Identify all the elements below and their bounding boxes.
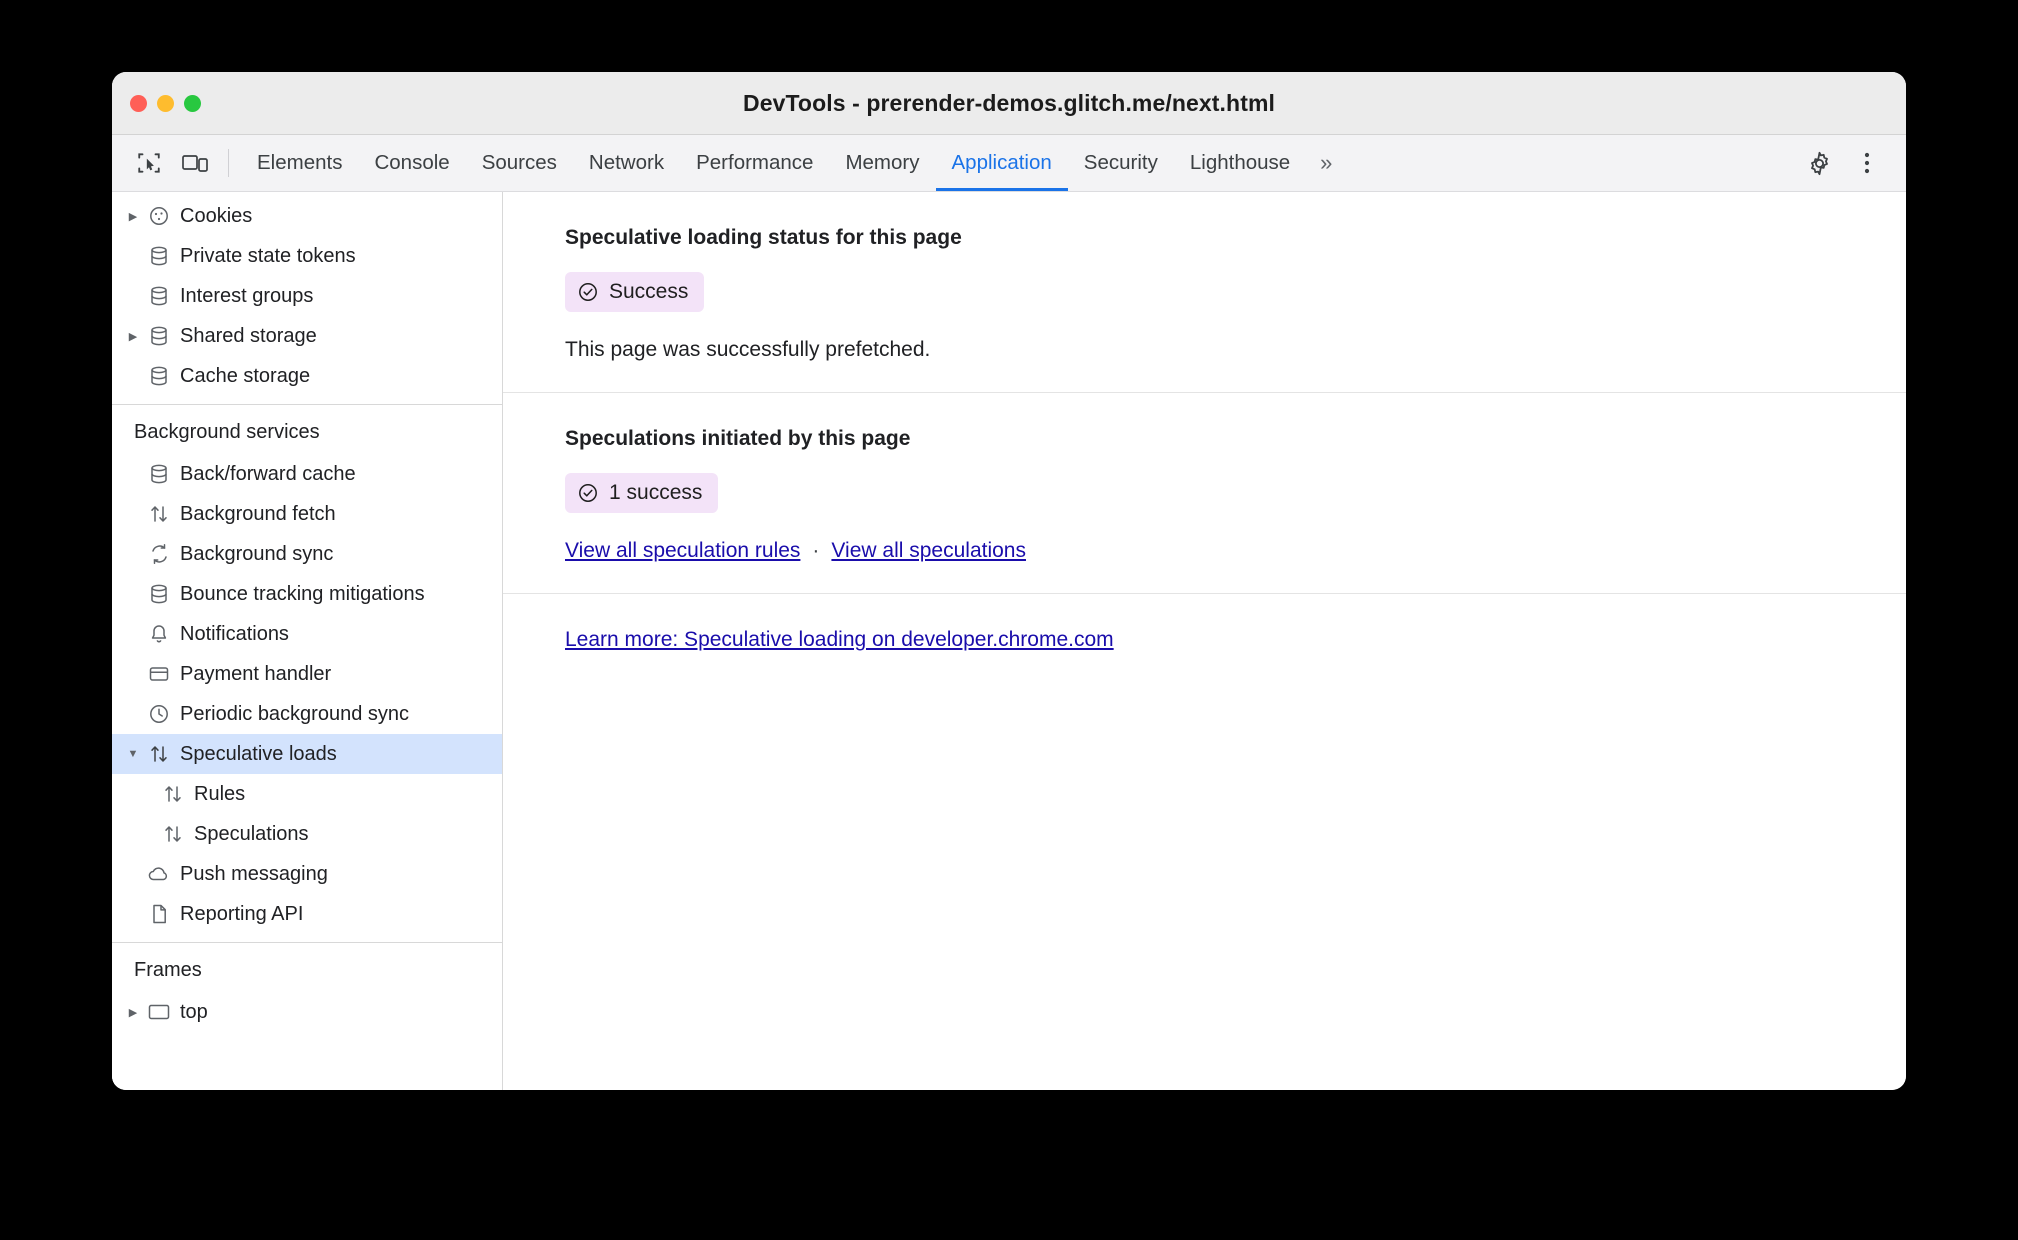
sidebar-section-background-services: Background services [134, 421, 320, 443]
tab-console[interactable]: Console [374, 151, 450, 174]
more-tabs-icon[interactable]: » [1320, 150, 1333, 175]
sidebar-item-label: Cookies [180, 204, 253, 227]
status-badge [565, 272, 704, 312]
bell-icon [144, 623, 174, 645]
sidebar-item-cache-storage[interactable] [112, 356, 502, 396]
speculations-links [565, 539, 1906, 563]
speculations-badge [565, 473, 718, 513]
view-all-speculations-link[interactable]: View all speculations [831, 539, 1026, 562]
database-icon [144, 365, 174, 387]
sidebar-item-shared-storage[interactable] [112, 316, 502, 356]
devtools-content [112, 192, 1906, 1090]
sidebar-item-private-state-tokens[interactable] [112, 236, 502, 276]
sidebar-section-frames: Frames [134, 959, 202, 981]
sidebar-item-top-frame[interactable] [112, 992, 502, 1032]
devtools-toolbar [112, 135, 1906, 192]
devtools-window [112, 72, 1906, 1090]
credit-card-icon [144, 663, 174, 685]
status-heading: Speculative loading status for this page [565, 226, 962, 249]
sidebar-item-bounce-tracking-mitigations[interactable] [112, 574, 502, 614]
sidebar-item-label: Shared storage [180, 324, 317, 347]
sidebar-item-label: Notifications [180, 622, 289, 645]
kebab-menu-icon[interactable] [1846, 143, 1888, 183]
cloud-icon [144, 863, 174, 885]
toolbar-right-actions [1798, 143, 1892, 183]
arrows-updown-icon [144, 503, 174, 525]
device-toolbar-icon[interactable] [174, 143, 216, 183]
speculations-section [503, 393, 1906, 593]
window-titlebar [112, 72, 1906, 135]
sidebar-item-label: Private state tokens [180, 244, 356, 267]
tab-security[interactable]: Security [1083, 151, 1158, 174]
database-icon [144, 325, 174, 347]
learn-more-link[interactable]: Learn more: Speculative loading on developer.chrome.com [565, 628, 1114, 651]
tab-memory[interactable]: Memory [845, 151, 920, 174]
database-icon [144, 285, 174, 307]
speculative-loads-panel [503, 192, 1906, 1090]
status-section [503, 192, 1906, 392]
speculations-badge-label: 1 success [609, 481, 703, 504]
database-icon [144, 245, 174, 267]
sidebar-item-label: top [180, 1000, 208, 1023]
maximize-window-button[interactable] [184, 95, 201, 112]
speculations-heading: Speculations initiated by this page [565, 427, 911, 450]
toolbar-divider [228, 149, 229, 177]
link-separator: · [812, 539, 820, 562]
arrows-updown-icon [158, 783, 188, 805]
window-controls[interactable] [112, 95, 201, 112]
sidebar-item-background-fetch[interactable] [112, 494, 502, 534]
minimize-window-button[interactable] [157, 95, 174, 112]
database-icon [144, 463, 174, 485]
tab-application[interactable]: Application [936, 135, 1068, 191]
view-all-speculation-rules-link[interactable]: View all speculation rules [565, 539, 801, 562]
sidebar-item-label: Background sync [180, 542, 334, 565]
learn-more-section [503, 594, 1906, 682]
arrows-updown-icon [144, 743, 174, 765]
inspect-element-icon[interactable] [128, 143, 170, 183]
chevron-right-icon[interactable]: ▶ [128, 330, 138, 343]
sidebar-item-payment-handler[interactable] [112, 654, 502, 694]
sidebar-item-label: Periodic background sync [180, 702, 410, 725]
sidebar-item-label: Payment handler [180, 662, 332, 685]
document-icon [144, 903, 174, 925]
gear-icon[interactable] [1798, 143, 1840, 183]
sidebar-item-back-forward-cache[interactable] [112, 454, 502, 494]
sidebar-item-speculative-loads[interactable] [112, 734, 502, 774]
cookie-icon [144, 205, 174, 227]
sidebar-item-push-messaging[interactable] [112, 854, 502, 894]
sidebar-item-label: Interest groups [180, 284, 314, 307]
arrows-updown-icon [158, 823, 188, 845]
clock-icon [144, 703, 174, 725]
sidebar-item-periodic-background-sync[interactable] [112, 694, 502, 734]
sidebar-item-interest-groups[interactable] [112, 276, 502, 316]
sidebar-item-label: Cache storage [180, 364, 311, 387]
check-circle-icon [577, 281, 599, 303]
tab-lighthouse[interactable]: Lighthouse [1189, 151, 1291, 174]
sidebar-item-label: Rules [194, 782, 246, 805]
chevron-right-icon[interactable]: ▶ [128, 1006, 138, 1019]
close-window-button[interactable] [130, 95, 147, 112]
sidebar-item-rules[interactable] [112, 774, 502, 814]
sidebar-item-speculations[interactable] [112, 814, 502, 854]
tab-elements[interactable]: Elements [257, 151, 343, 174]
sidebar-item-cookies[interactable] [112, 196, 502, 236]
chevron-right-icon[interactable]: ▶ [128, 210, 138, 223]
check-circle-icon [577, 482, 599, 504]
status-description: This page was successfully prefetched. [565, 338, 931, 361]
panel-tabs [241, 135, 1346, 191]
sidebar-item-label: Speculations [194, 822, 309, 845]
tab-sources[interactable]: Sources [481, 151, 557, 174]
tab-performance[interactable]: Performance [696, 151, 814, 174]
sidebar-item-label: Push messaging [180, 862, 328, 885]
sync-icon [144, 543, 174, 565]
sidebar-item-label: Bounce tracking mitigations [180, 582, 425, 605]
sidebar-item-notifications[interactable] [112, 614, 502, 654]
sidebar-item-background-sync[interactable] [112, 534, 502, 574]
sidebar-item-label: Background fetch [180, 502, 336, 525]
sidebar-item-label: Back/forward cache [180, 462, 356, 485]
window-title: DevTools - prerender-demos.glitch.me/next.html [743, 89, 1275, 116]
tab-network[interactable]: Network [588, 151, 665, 174]
database-icon [144, 583, 174, 605]
sidebar-item-label: Speculative loads [180, 742, 337, 765]
chevron-down-icon[interactable]: ▼ [127, 748, 139, 760]
status-badge-label: Success [609, 280, 689, 303]
sidebar-item-label: Reporting API [180, 902, 304, 925]
frame-icon [144, 1002, 174, 1022]
application-sidebar[interactable] [112, 192, 503, 1090]
sidebar-item-reporting-api[interactable] [112, 894, 502, 934]
